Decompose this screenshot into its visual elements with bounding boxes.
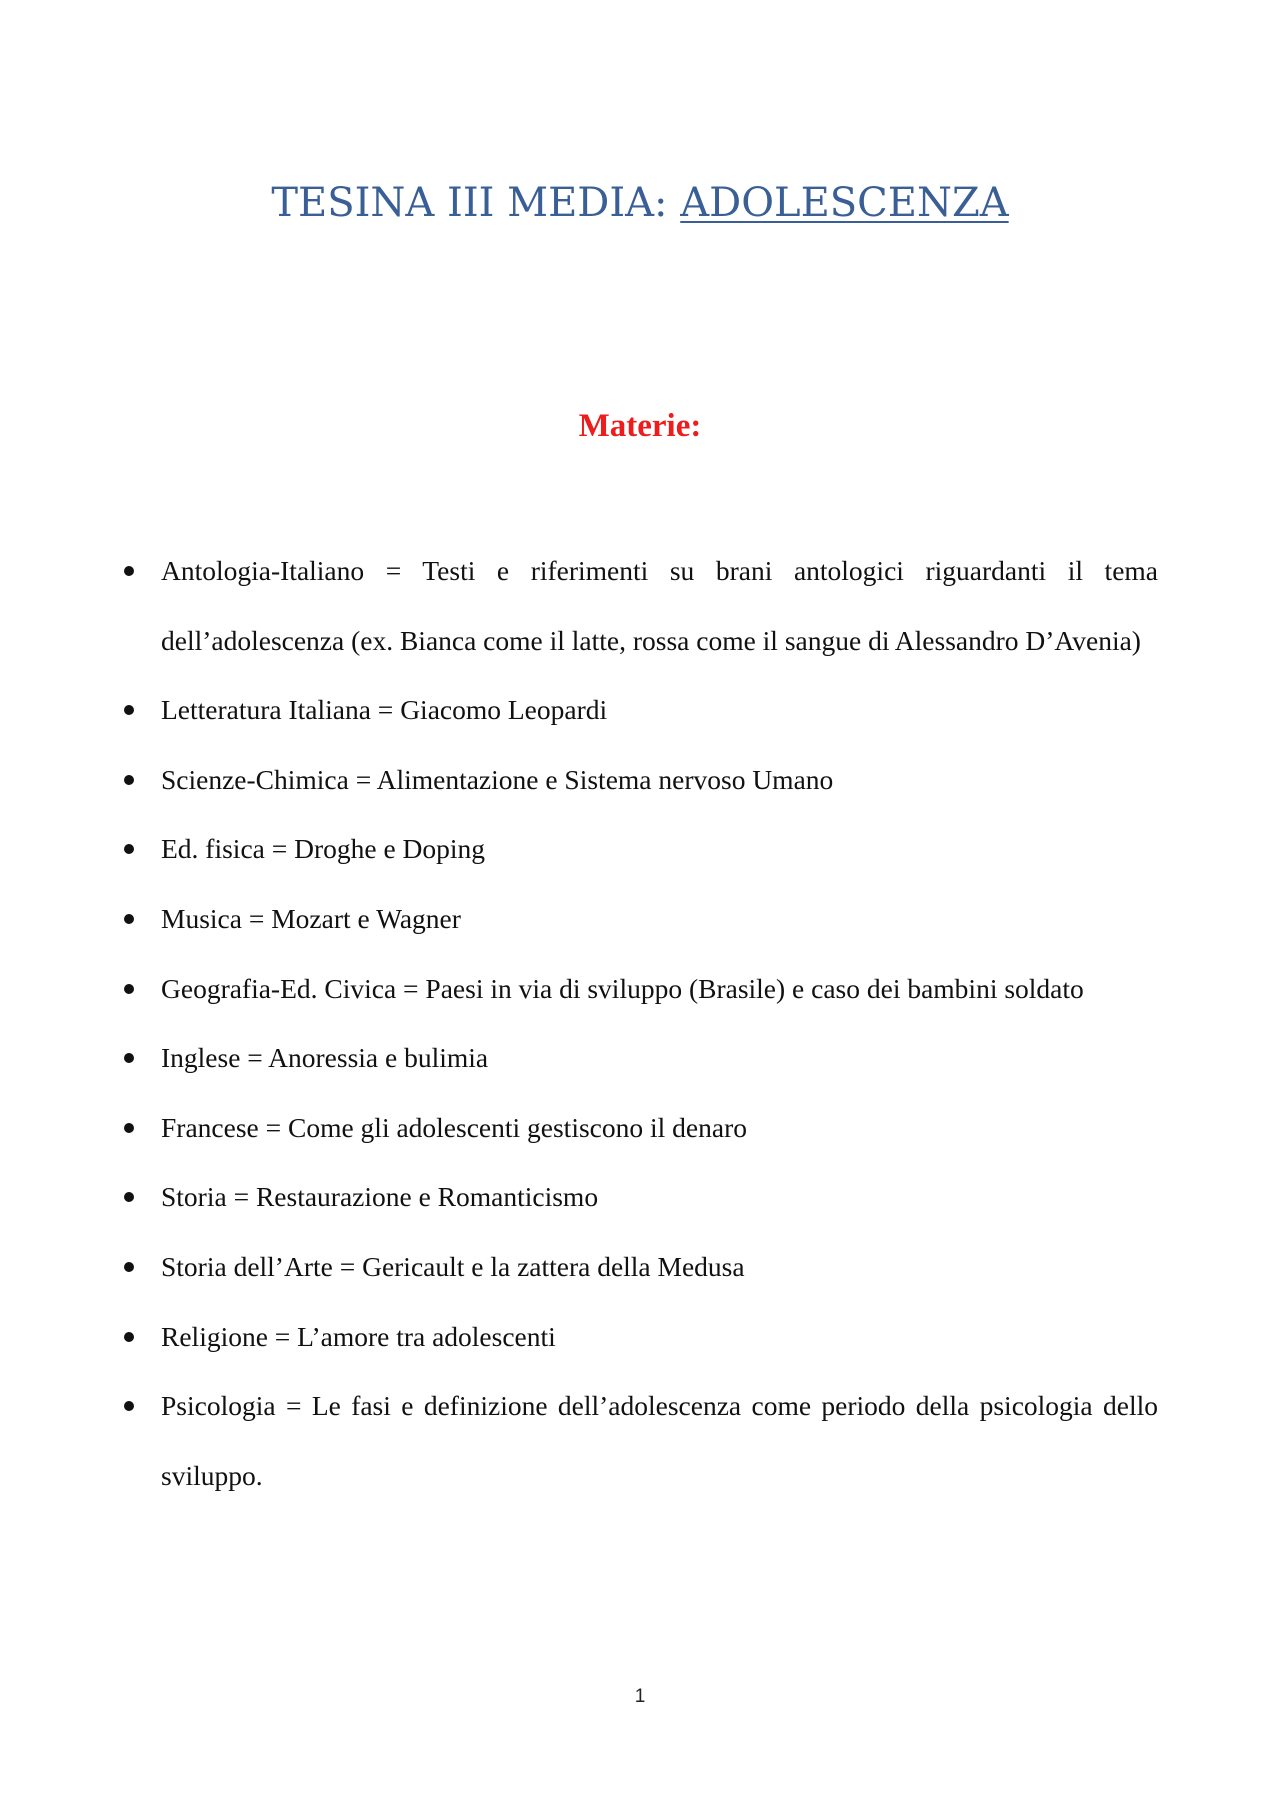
list-item xyxy=(161,1023,1158,1093)
list-item-text: Francese = Come gli adolescenti gestiscono il denaro xyxy=(161,1111,747,1143)
list-item xyxy=(161,1232,1158,1302)
bullet-icon xyxy=(124,1401,134,1411)
subjects-heading: Materie: xyxy=(578,408,702,444)
list-item-text: Ed. fisica = Droghe e Doping xyxy=(161,833,486,865)
list-item-text: Musica = Mozart e Wagner xyxy=(161,902,461,934)
bullet-icon xyxy=(124,775,134,785)
bullet-icon xyxy=(124,914,134,924)
page-number: 1 xyxy=(634,1686,646,1707)
bullet-icon xyxy=(124,705,134,715)
list-item-text: Letteratura Italiana = Giacomo Leopardi xyxy=(161,694,608,726)
list-item-text: Geografia-Ed. Civica = Paesi in via di sviluppo (Brasile) e caso dei bambini soldato xyxy=(161,972,1084,1004)
list-item xyxy=(161,675,1158,745)
list-item-text: Inglese = Anoressia e bulimia xyxy=(161,1042,489,1074)
bullet-icon xyxy=(124,984,134,994)
list-item xyxy=(161,1162,1158,1232)
list-item-text: Storia = Restaurazione e Romanticismo xyxy=(161,1181,599,1213)
list-item xyxy=(161,884,1158,954)
title-prefix: TESINA III MEDIA: xyxy=(271,180,681,226)
title-topic: ADOLESCENZA xyxy=(680,180,1009,226)
list-item xyxy=(161,1371,1158,1510)
bullet-icon xyxy=(124,1332,134,1342)
bullet-icon xyxy=(124,566,134,576)
list-item xyxy=(161,536,1158,675)
bullet-icon xyxy=(124,1192,134,1202)
list-item-text: Psicologia = Le fasi e definizione dell’adolescenza come periodo della psicologia dello sviluppo. xyxy=(161,1390,1158,1491)
list-item xyxy=(161,1093,1158,1163)
list-item xyxy=(161,954,1158,1024)
list-item xyxy=(161,1302,1158,1372)
list-item-text: Religione = L’amore tra adolescenti xyxy=(161,1320,556,1352)
list-item-text: Scienze-Chimica = Alimentazione e Sistema nervoso Umano xyxy=(161,763,834,795)
bullet-icon xyxy=(124,844,134,854)
document-title xyxy=(0,180,1280,226)
bullet-icon xyxy=(124,1123,134,1133)
list-item-text: Antologia-Italiano = Testi e riferimenti su brani antologici riguardanti il tema dell’adolescenza (ex. Bianca come il latte, rossa come il sangue di Alessandro D’Avenia) xyxy=(161,555,1158,656)
list-item xyxy=(161,814,1158,884)
bullet-icon xyxy=(124,1053,134,1063)
subjects-list xyxy=(0,536,1280,1510)
list-item xyxy=(161,745,1158,815)
list-item-text: Storia dell’Arte = Gericault e la zattera della Medusa xyxy=(161,1250,745,1282)
bullet-icon xyxy=(124,1262,134,1272)
